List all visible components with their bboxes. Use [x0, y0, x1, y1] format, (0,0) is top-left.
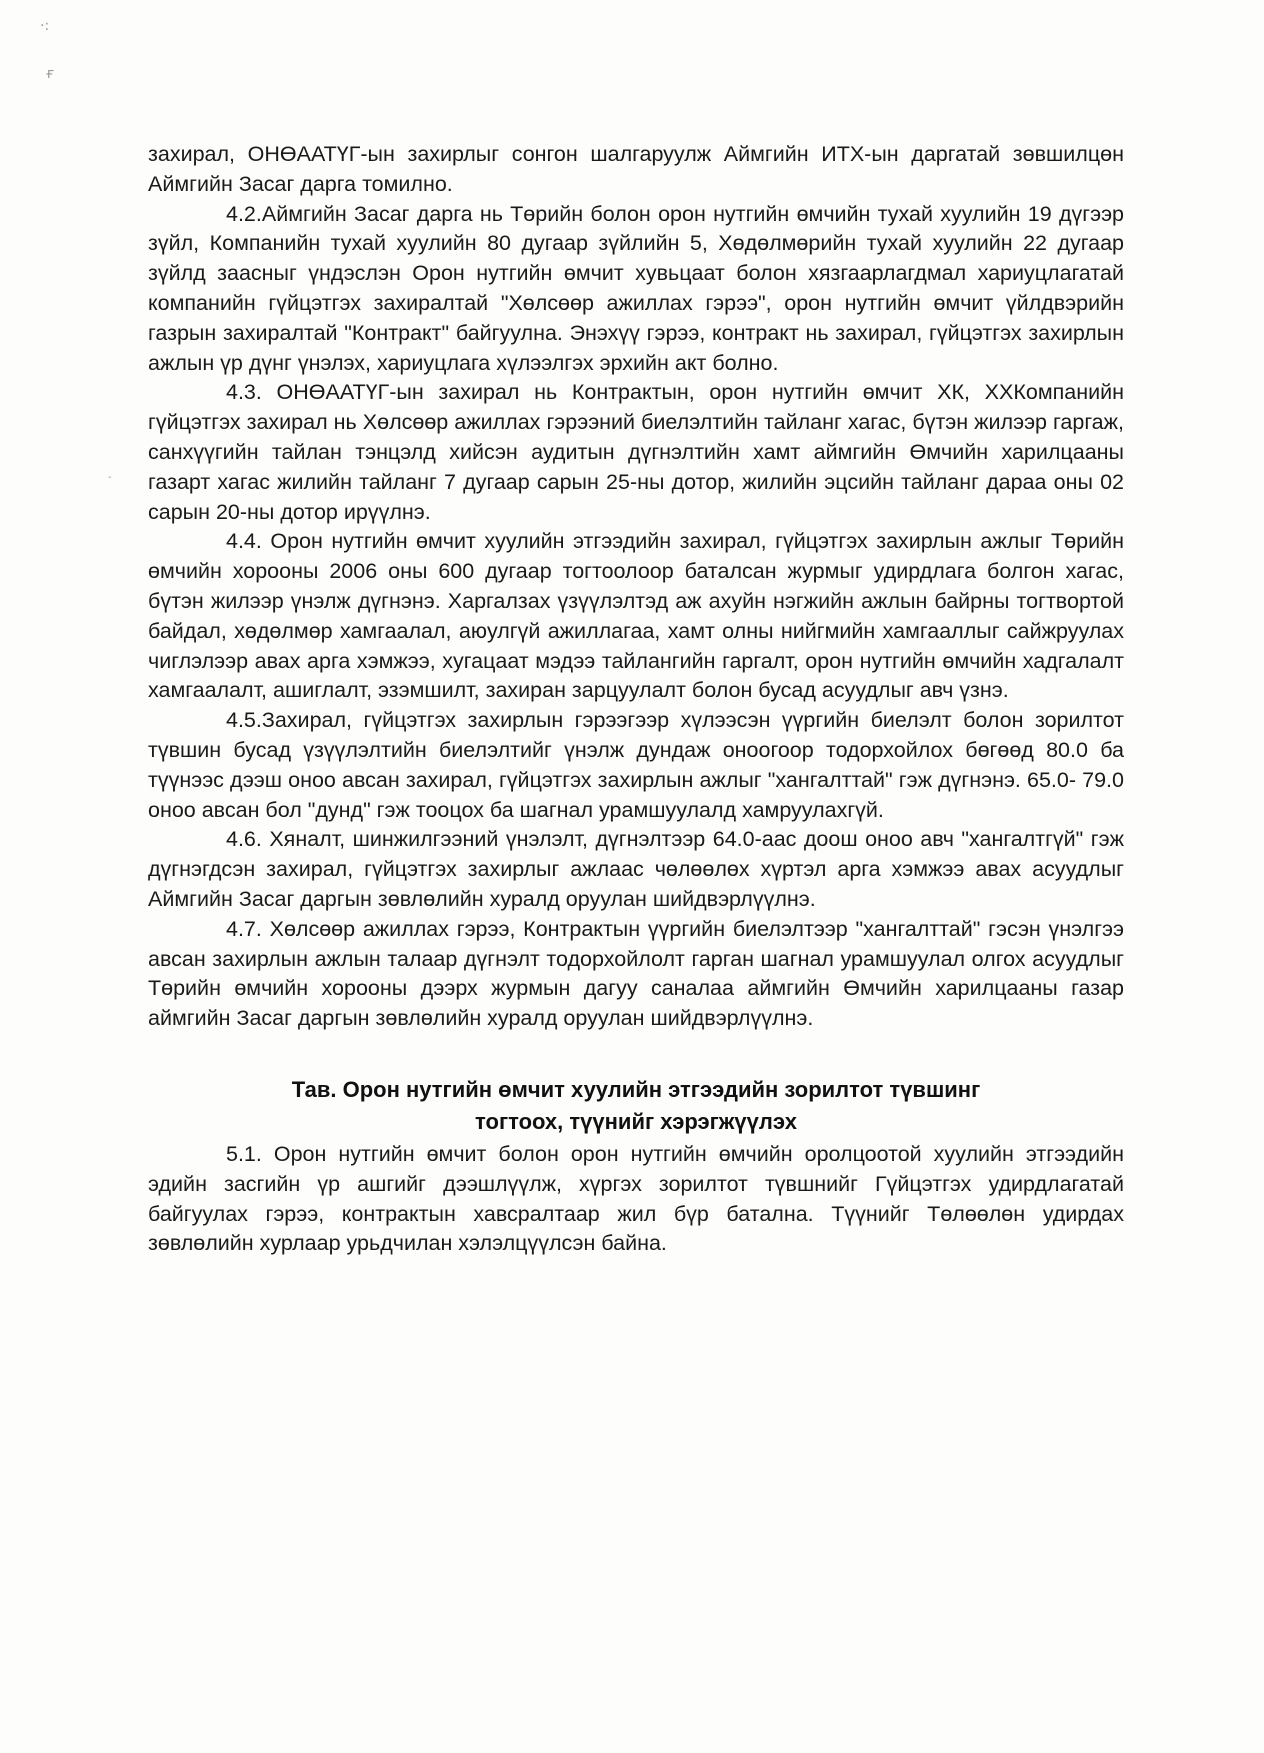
document-body [148, 140, 1124, 1259]
paragraph-4-5: 4.5.Захирал, гүйцэтгэх захирлын гэрээгээр хүлээсэн үүргийн биелэлт болон зорилтот түвшин бусад үзүүлэлтийн биелэлтийг үнэлж дундаж оноогоор тодорхойлох бөгөөд 80.0 ба түүнээс дээш оноо авсан захирал, гүйцэтгэх захирлын ажлыг "хангалттай" гэж дүгнэнэ. 65.0- 79.0 оноо авсан бол "дунд" гэж тооцох ба шагнал урамшуулалд хамруулахгүй. [148, 708, 1124, 822]
scan-speck-mark: - [108, 472, 112, 483]
section-5-heading [148, 1074, 1124, 1138]
paragraph-5-1: 5.1. Орон нутгийн өмчит болон орон нутгийн өмчийн оролцоотой хуулийн этгээдийн эдийн засгийн үр ашгийг дээшлүүлж, хүргэх зорилтот түвшнийг Гүйцэтгэх удирдлагатай байгуулах гэрээ, контрактын хавсралтаар жил бүр батална. Түүнийг Төлөөлөн удирдах зөвлөлийн хурлаар урьдчилан хэлэлцүүлсэн байна. [148, 1141, 1124, 1256]
paragraph-4-4: 4.4. Орон нутгийн өмчит хуулийн этгээдийн захирал, гүйцэтгэх захирлын ажлыг Төрийн өмчийн хорооны 2006 оны 600 дугаар тогтоолоор баталсан журмыг удирдлага болгон хагас, бүтэн жилээр үнэлж дүгнэнэ. Харгалзах үзүүлэлтэд аж ахуйн нэгжийн ажлын байрны тогтвортой байдал, хөдөлмөр хамгаалал, аюулгүй ажиллагаа, хамт олны нийгмийн хамгааллыг сайжруулах чиглэлээр авах арга хэмжээ, хугацаат мэдээ тайлангийн гаргалт, орон нутгийн өмчийн хадгалалт хамгаалалт, ашиглалт, эзэмшилт, захиран зарцуулалт болон бусад асуудлыг авч үзнэ. [148, 529, 1124, 703]
scan-speck-mark: ғ [46, 66, 55, 82]
paragraph-4-7: 4.7. Хөлсөөр ажиллах гэрээ, Контрактын үүргийн биелэлтээр "хангалттай" гэсэн үнэлгээ авсан захирлын ажлын талаар дүгнэлт тодорхойлолт гарган шагнал урамшуулал олгох асуудлыг Төрийн өмчийн хорооны дээрх журмын дагуу саналаа аймгийн Өмчийн харилцааны газар аймгийн Засаг даргын зөвлөлийн хуралд оруулан шийдвэрлүүлнэ. [148, 916, 1124, 1031]
section-5-heading-line-1: Тав. Орон нутгийн өмчит хуулийн этгээдийн зорилтот түвшинг [291, 1076, 981, 1102]
section-4-paragraphs [148, 140, 1124, 1034]
section-5-heading-line-2: тогтоох, түүнийг хэрэгжүүлэх [475, 1108, 797, 1134]
paragraph-4-6: 4.6. Хяналт, шинжилгээний үнэлэлт, дүгнэлтээр 64.0-аас доош оноо авч "хангалтгүй" гэж дүгнэгдсэн захирал, гүйцэтгэх захирлыг ажлаас чөлөөлөх хүртэл арга хэмжээ авах асуудлыг Аймгийн Засаг даргын зөвлөлийн хуралд оруулан шийдвэрлүүлнэ. [148, 827, 1124, 911]
paragraph-4-3: 4.3. ОНӨААТҮГ-ын захирал нь Контрактын, орон нутгийн өмчит ХК, ХХКомпанийн гүйцэтгэх захирал нь Хөлсөөр ажиллах гэрээний биелэлтийн тайланг хагас, бүтэн жилээр гаргаж, санхүүгийн тайлан тэнцэлд хийсэн аудитын дүгнэлтийн хамт аймгийн Өмчийн харилцааны газарт хагас жилийн тайланг 7 дугаар сарын 25-ны дотор, жилийн эцсийн тайланг дараа оны 02 сарын 20-ны дотор ирүүлнэ. [148, 380, 1124, 524]
paragraph-4-1-continuation: захирал, ОНӨААТҮГ-ын захирлыг сонгон шалгаруулж Аймгийн ИТХ-ын даргатай зөвшилцөн Аймгийн Засаг дарга томилно. [148, 142, 1124, 196]
paragraph-4-2: 4.2.Аймгийн Засаг дарга нь Төрийн болон орон нутгийн өмчийн тухай хуулийн 19 дүгээр зүйл, Компанийн тухай хуулийн 80 дугаар зүйлийн 5, Хөдөлмөрийн тухай хуулийн 22 дугаар зүйлд заасныг үндэслэн Орон нутгийн өмчит хувьцаат болон хязгаарлагдмал хариуцлагатай компанийн гүйцэтгэх захиралтай "Хөлсөөр ажиллах гэрээ", орон нутгийн өмчит үйлдвэрийн газрын захиралтай "Контракт" байгуулна. Энэхүү гэрээ, контракт нь захирал, гүйцэтгэх захирлын ажлын үр дүнг үнэлэх, хариуцлага хүлээлгэх эрхийн акт болно. [148, 201, 1124, 375]
scan-speck-mark: ·: [40, 18, 50, 34]
